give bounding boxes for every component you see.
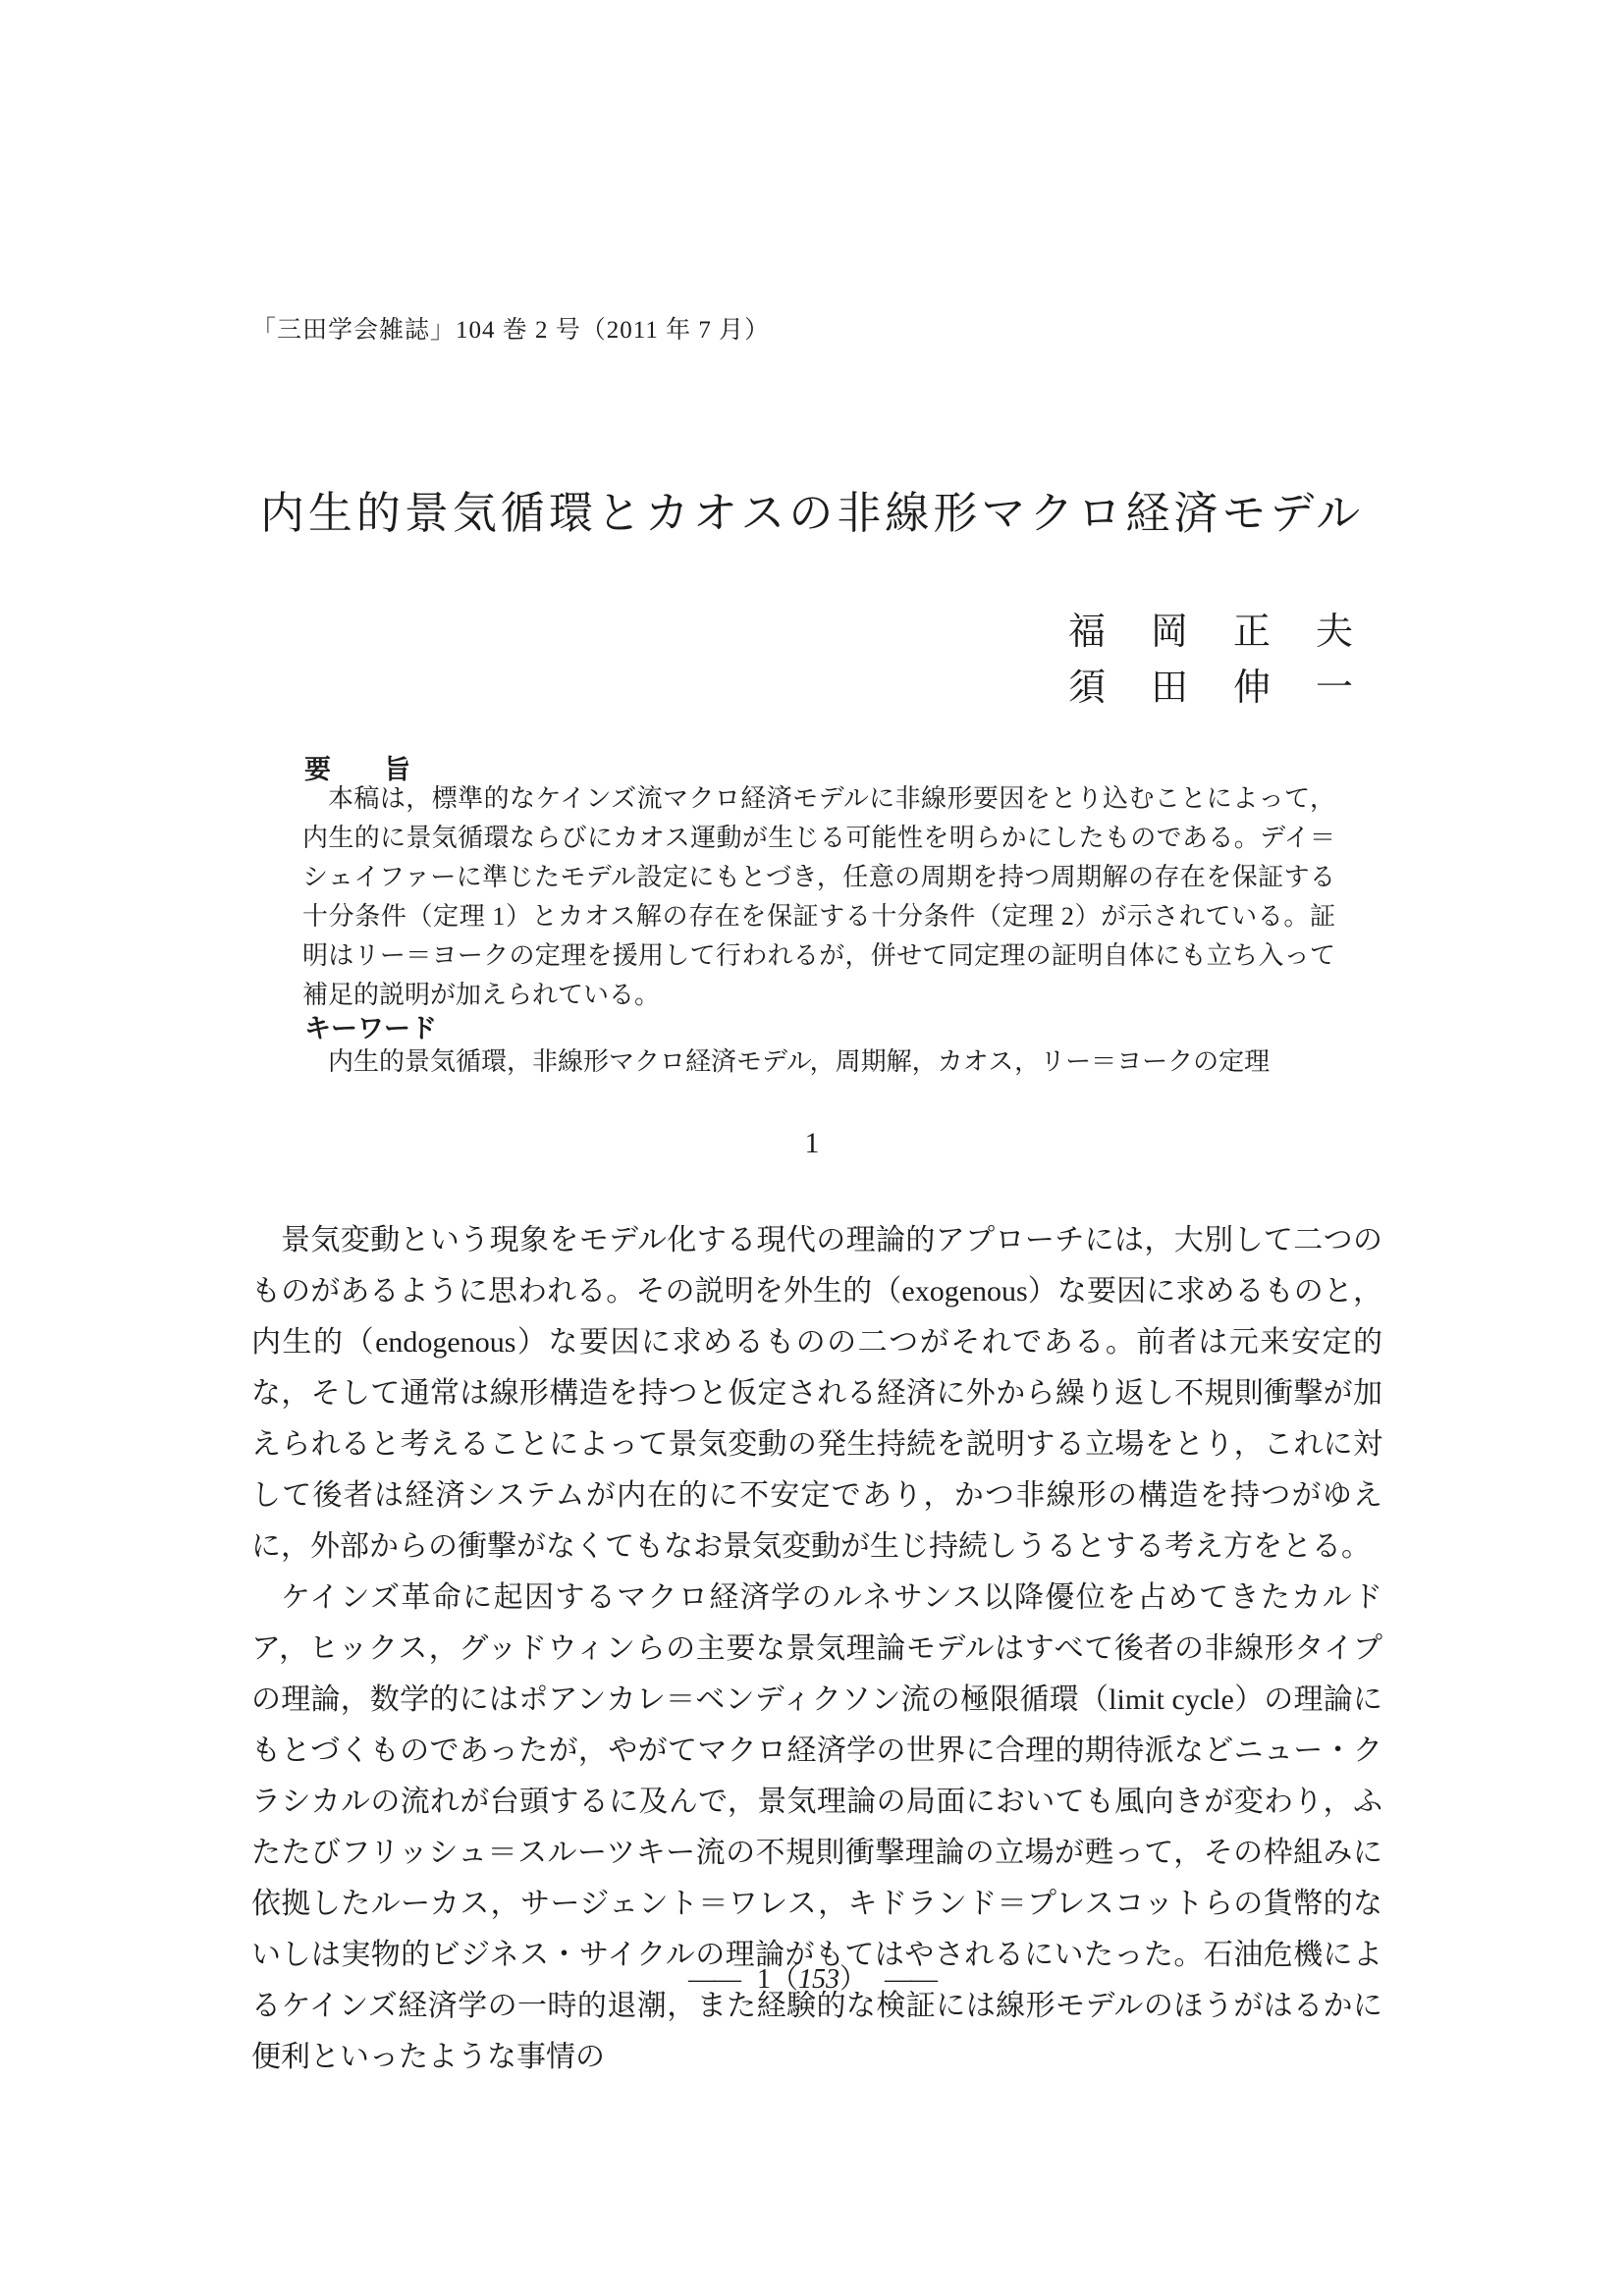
section-number-heading: 1 bbox=[804, 1127, 820, 1159]
folio-number: 153 bbox=[798, 1964, 839, 1995]
author-name: 福 岡 正 夫 bbox=[1067, 612, 1357, 653]
abstract-text: 本稿は，標準的なケインズ流マクロ経済モデルに非線形要因をとり込むことによって，内生的に景気循環ならびにカオス運動が生じる可能性を明らかにしたものである。デイ＝シェイファーに準じたモデル設定にもとづき，任意の周期を持つ周期解の存在を保証する十分条件（定理 1）とカオス解の存在を保証する十分条件（定理 2）が示されている。証明はリー＝ヨークの定理を援用して行われるが，併せて同定理の証明自体にも立ち入って補足的説明が加えられている。 bbox=[302, 784, 1335, 1009]
folio-paren-close: ） bbox=[839, 1964, 868, 1995]
paper-title: 内生的景気循環とカオスの非線形マクロ経済モデル bbox=[259, 489, 1365, 538]
body-paragraph: 景気変動という現象をモデル化する現代の理論的アプローチには，大別して二つのものがあるように思われる。その説明を外生的（exogenous）な要因に求めるものと，内生的（endogenous）な要因に求めるものの二つがそれである。前者は元来安定的な，そして通常は線形構造を持つと仮定される経済に外から繰り返し不規則衝撃が加えられると考えることによって景気変動の発生持続を説明する立場をとり，これに対して後者は経済システムが内在的に不安定であり，かつ非線形の構造を持つがゆえに，外部からの衝撃がなくてもなお景気変動が生じ持続しうるとする考え方をとる。 bbox=[251, 1224, 1382, 1563]
footer-rule-left: —— bbox=[687, 1964, 739, 1995]
author-name: 須 田 伸 一 bbox=[1067, 667, 1357, 709]
journal-issue-header: 「三田学会雑誌」104 巻 2 号（2011 年 7 月） bbox=[251, 317, 771, 344]
body-text bbox=[251, 1215, 1382, 2083]
footer-rule-right: —— bbox=[885, 1964, 937, 1995]
abstract-label: 要 旨 bbox=[304, 755, 410, 784]
page-footer bbox=[0, 1957, 1624, 1997]
folio-paren-open: （ bbox=[770, 1964, 798, 1995]
authors-block bbox=[1068, 605, 1357, 717]
keywords-label: キーワード bbox=[304, 1014, 437, 1043]
page-number: 1 bbox=[756, 1964, 771, 1995]
body-paragraph: ケインズ革命に起因するマクロ経済学のルネサンス以降優位を占めてきたカルドア，ヒックス，グッドウィンらの主要な景気理論モデルはすべて後者の非線形タイプの理論，数学的にはポアンカレ＝ベンディクソン流の極限循環（limit cycle）の理論にもとづくものであったが，やがてマクロ経済学の世界に合理的期待派などニュー・クラシカルの流れが台頭するに及んで，景気理論の局面においても風向きが変わり，ふたたびフリッシュ＝スルーツキー流の不規則衝撃理論の立場が甦って，その枠組みに依拠したルーカス，サージェント＝ワレス，キドランド＝プレスコットらの貨幣的ないしは実物的ビジネス・サイクルの理論がもてはやされるにいたった。石油危機によるケインズ経済学の一時的退潮，また経験的な検証には線形モデルのほうがはるかに便利といったような事情の bbox=[251, 1581, 1382, 2073]
keywords-text: 内生的景気循環，非線形マクロ経済モデル，周期解，カオス，リー＝ヨークの定理 bbox=[328, 1047, 1271, 1076]
